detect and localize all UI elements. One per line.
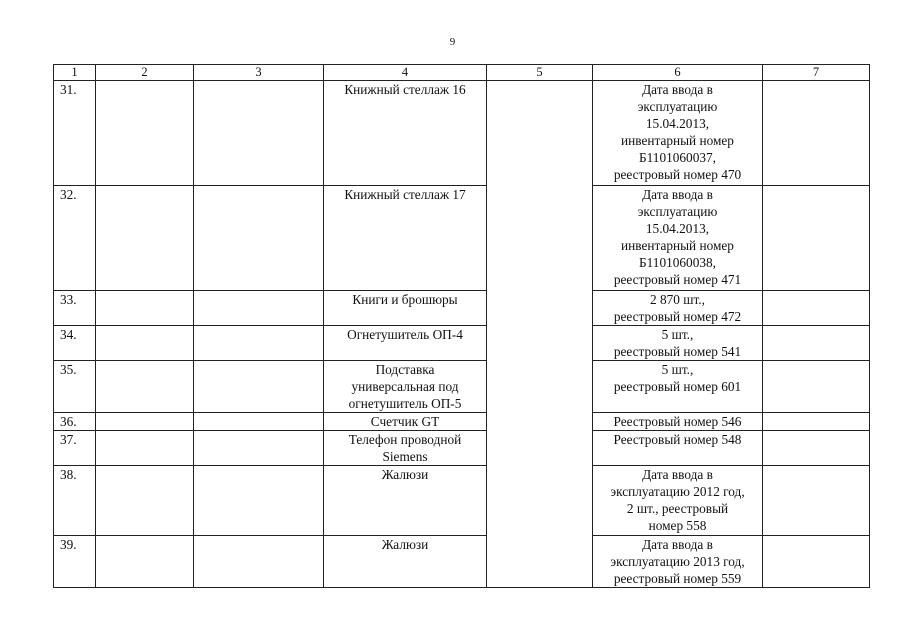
item-info: Реестровый номер 548 [593, 431, 763, 466]
table-row [54, 81, 870, 186]
empty-cell [763, 466, 870, 536]
column-header: 3 [194, 65, 324, 81]
page-number: 9 [449, 36, 456, 48]
column-header: 5 [487, 65, 593, 81]
item-name: Книжный стеллаж 16 [324, 81, 487, 186]
empty-cell [763, 413, 870, 431]
item-name: Подставка универсальная под огнетушитель ОП-5 [324, 361, 487, 413]
empty-cell [194, 81, 324, 186]
table-row [54, 186, 870, 291]
row-number: 32. [54, 186, 96, 291]
item-info: Дата ввода в эксплуатацию 2013 год, реестровый номер 559 [593, 536, 763, 588]
row-number: 37. [54, 431, 96, 466]
column-header: 1 [54, 65, 96, 81]
item-name: Жалюзи [324, 536, 487, 588]
empty-cell [96, 431, 194, 466]
empty-cell [763, 291, 870, 326]
row-number: 38. [54, 466, 96, 536]
empty-cell [194, 413, 324, 431]
item-info: 5 шт., реестровый номер 601 [593, 361, 763, 413]
empty-cell [96, 536, 194, 588]
item-info: Дата ввода в эксплуатацию 2012 год, 2 шт., реестровый номер 558 [593, 466, 763, 536]
item-name: Огнетушитель ОП-4 [324, 326, 487, 361]
table-row [54, 361, 870, 413]
empty-cell [96, 326, 194, 361]
empty-cell [487, 81, 593, 588]
empty-cell [763, 361, 870, 413]
empty-cell [96, 413, 194, 431]
empty-cell [194, 536, 324, 588]
table-row [54, 413, 870, 431]
empty-cell [194, 361, 324, 413]
item-name: Книги и брошюры [324, 291, 487, 326]
table-row [54, 431, 870, 466]
empty-cell [194, 431, 324, 466]
empty-cell [194, 326, 324, 361]
row-number: 36. [54, 413, 96, 431]
empty-cell [96, 81, 194, 186]
item-info: Дата ввода в эксплуатацию 15.04.2013, инвентарный номер Б1101060038, реестровый номер 471 [593, 186, 763, 291]
row-number: 31. [54, 81, 96, 186]
empty-cell [96, 466, 194, 536]
column-header: 6 [593, 65, 763, 81]
empty-cell [763, 536, 870, 588]
empty-cell [194, 291, 324, 326]
row-number: 35. [54, 361, 96, 413]
empty-cell [194, 186, 324, 291]
item-info: 5 шт., реестровый номер 541 [593, 326, 763, 361]
empty-cell [96, 291, 194, 326]
property-table [53, 64, 870, 588]
column-header: 4 [324, 65, 487, 81]
empty-cell [194, 466, 324, 536]
header-row [54, 65, 870, 81]
empty-cell [763, 431, 870, 466]
column-header: 7 [763, 65, 870, 81]
empty-cell [96, 361, 194, 413]
empty-cell [763, 326, 870, 361]
table-row [54, 536, 870, 588]
column-header: 2 [96, 65, 194, 81]
item-info: Дата ввода в эксплуатацию 15.04.2013, инвентарный номер Б1101060037, реестровый номер 470 [593, 81, 763, 186]
row-number: 34. [54, 326, 96, 361]
empty-cell [763, 81, 870, 186]
item-name: Книжный стеллаж 17 [324, 186, 487, 291]
table-row [54, 466, 870, 536]
table-row [54, 326, 870, 361]
empty-cell [96, 186, 194, 291]
item-info: 2 870 шт., реестровый номер 472 [593, 291, 763, 326]
row-number: 39. [54, 536, 96, 588]
item-info: Реестровый номер 546 [593, 413, 763, 431]
empty-cell [763, 186, 870, 291]
item-name: Жалюзи [324, 466, 487, 536]
item-name: Счетчик GT [324, 413, 487, 431]
row-number: 33. [54, 291, 96, 326]
item-name: Телефон проводной Siemens [324, 431, 487, 466]
table-row [54, 291, 870, 326]
